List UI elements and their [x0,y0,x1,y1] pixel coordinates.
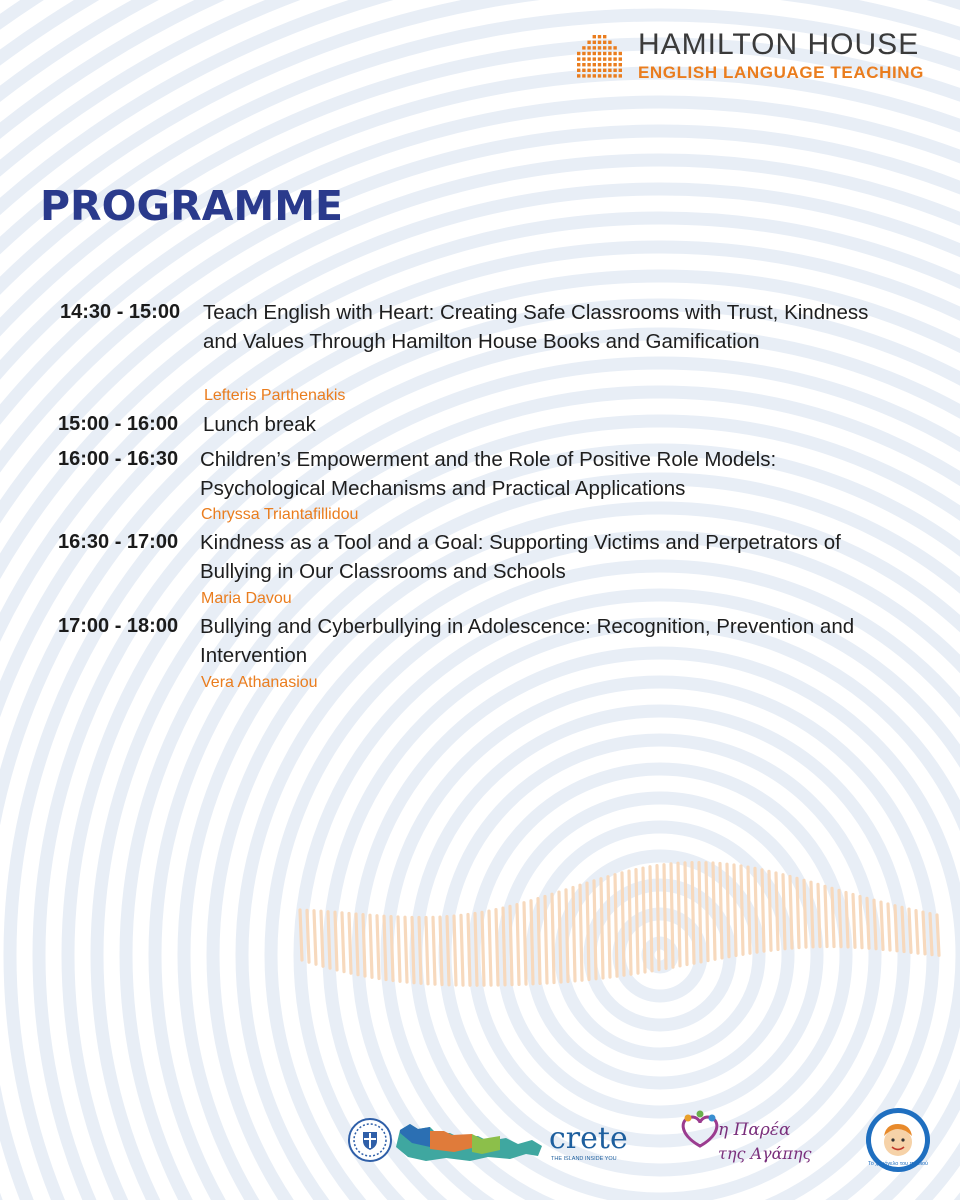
session-speaker: Lefteris Parthenakis [204,387,346,404]
session-title: Kindness as a Tool and a Goal: Supporting Victims and Perpetrators of Bullying in Our Classrooms and Schools [200,531,841,583]
hamilton-house-logo [574,30,924,81]
session-title: Teach English with Heart: Creating Safe Classrooms with Trust, Kindness and Values Through Hamilton House Books and Gamification [203,301,869,353]
brand-name: HAMILTON HOUSE [637,28,920,61]
crete-tagline: THE ISLAND INSIDE YOU [551,1156,617,1162]
session-title: Lunch break [203,413,316,436]
parea-line-1: η Παρέα [718,1120,791,1140]
session-speaker: Chryssa Triantafillidou [201,506,359,523]
brand-tagline: ENGLISH LANGUAGE TEACHING [637,63,924,82]
session-title: Children’s Empowerment and the Role of Positive Role Models: Psychological Mechanisms and Practical Applications [200,448,777,500]
session-title: Bullying and Cyberbullying in Adolescence: Recognition, Prevention and Intervention [200,615,855,667]
crete-wordmark: crete [549,1121,628,1156]
greek-emblem-icon [349,1119,391,1161]
session-time: 15:00 - 16:00 [58,413,179,435]
crete-map-icon [396,1124,542,1161]
page-title: PROGRAMME [40,182,344,230]
parea-line-2: της Αγάπης [718,1144,812,1163]
session-time: 16:30 - 17:00 [58,531,179,553]
chamogelo-text: Το χαμόγελο του παιδιού [867,1161,929,1167]
session-speaker: Maria Davou [201,590,292,607]
session-speaker: Vera Athanasiou [201,674,318,691]
session-time: 16:00 - 16:30 [58,448,179,470]
partner-logos [0,1100,960,1180]
session-time: 14:30 - 15:00 [60,301,181,323]
session-time: 17:00 - 18:00 [58,615,179,637]
heart-family-icon [683,1111,717,1147]
dotted-house-icon [574,31,626,81]
